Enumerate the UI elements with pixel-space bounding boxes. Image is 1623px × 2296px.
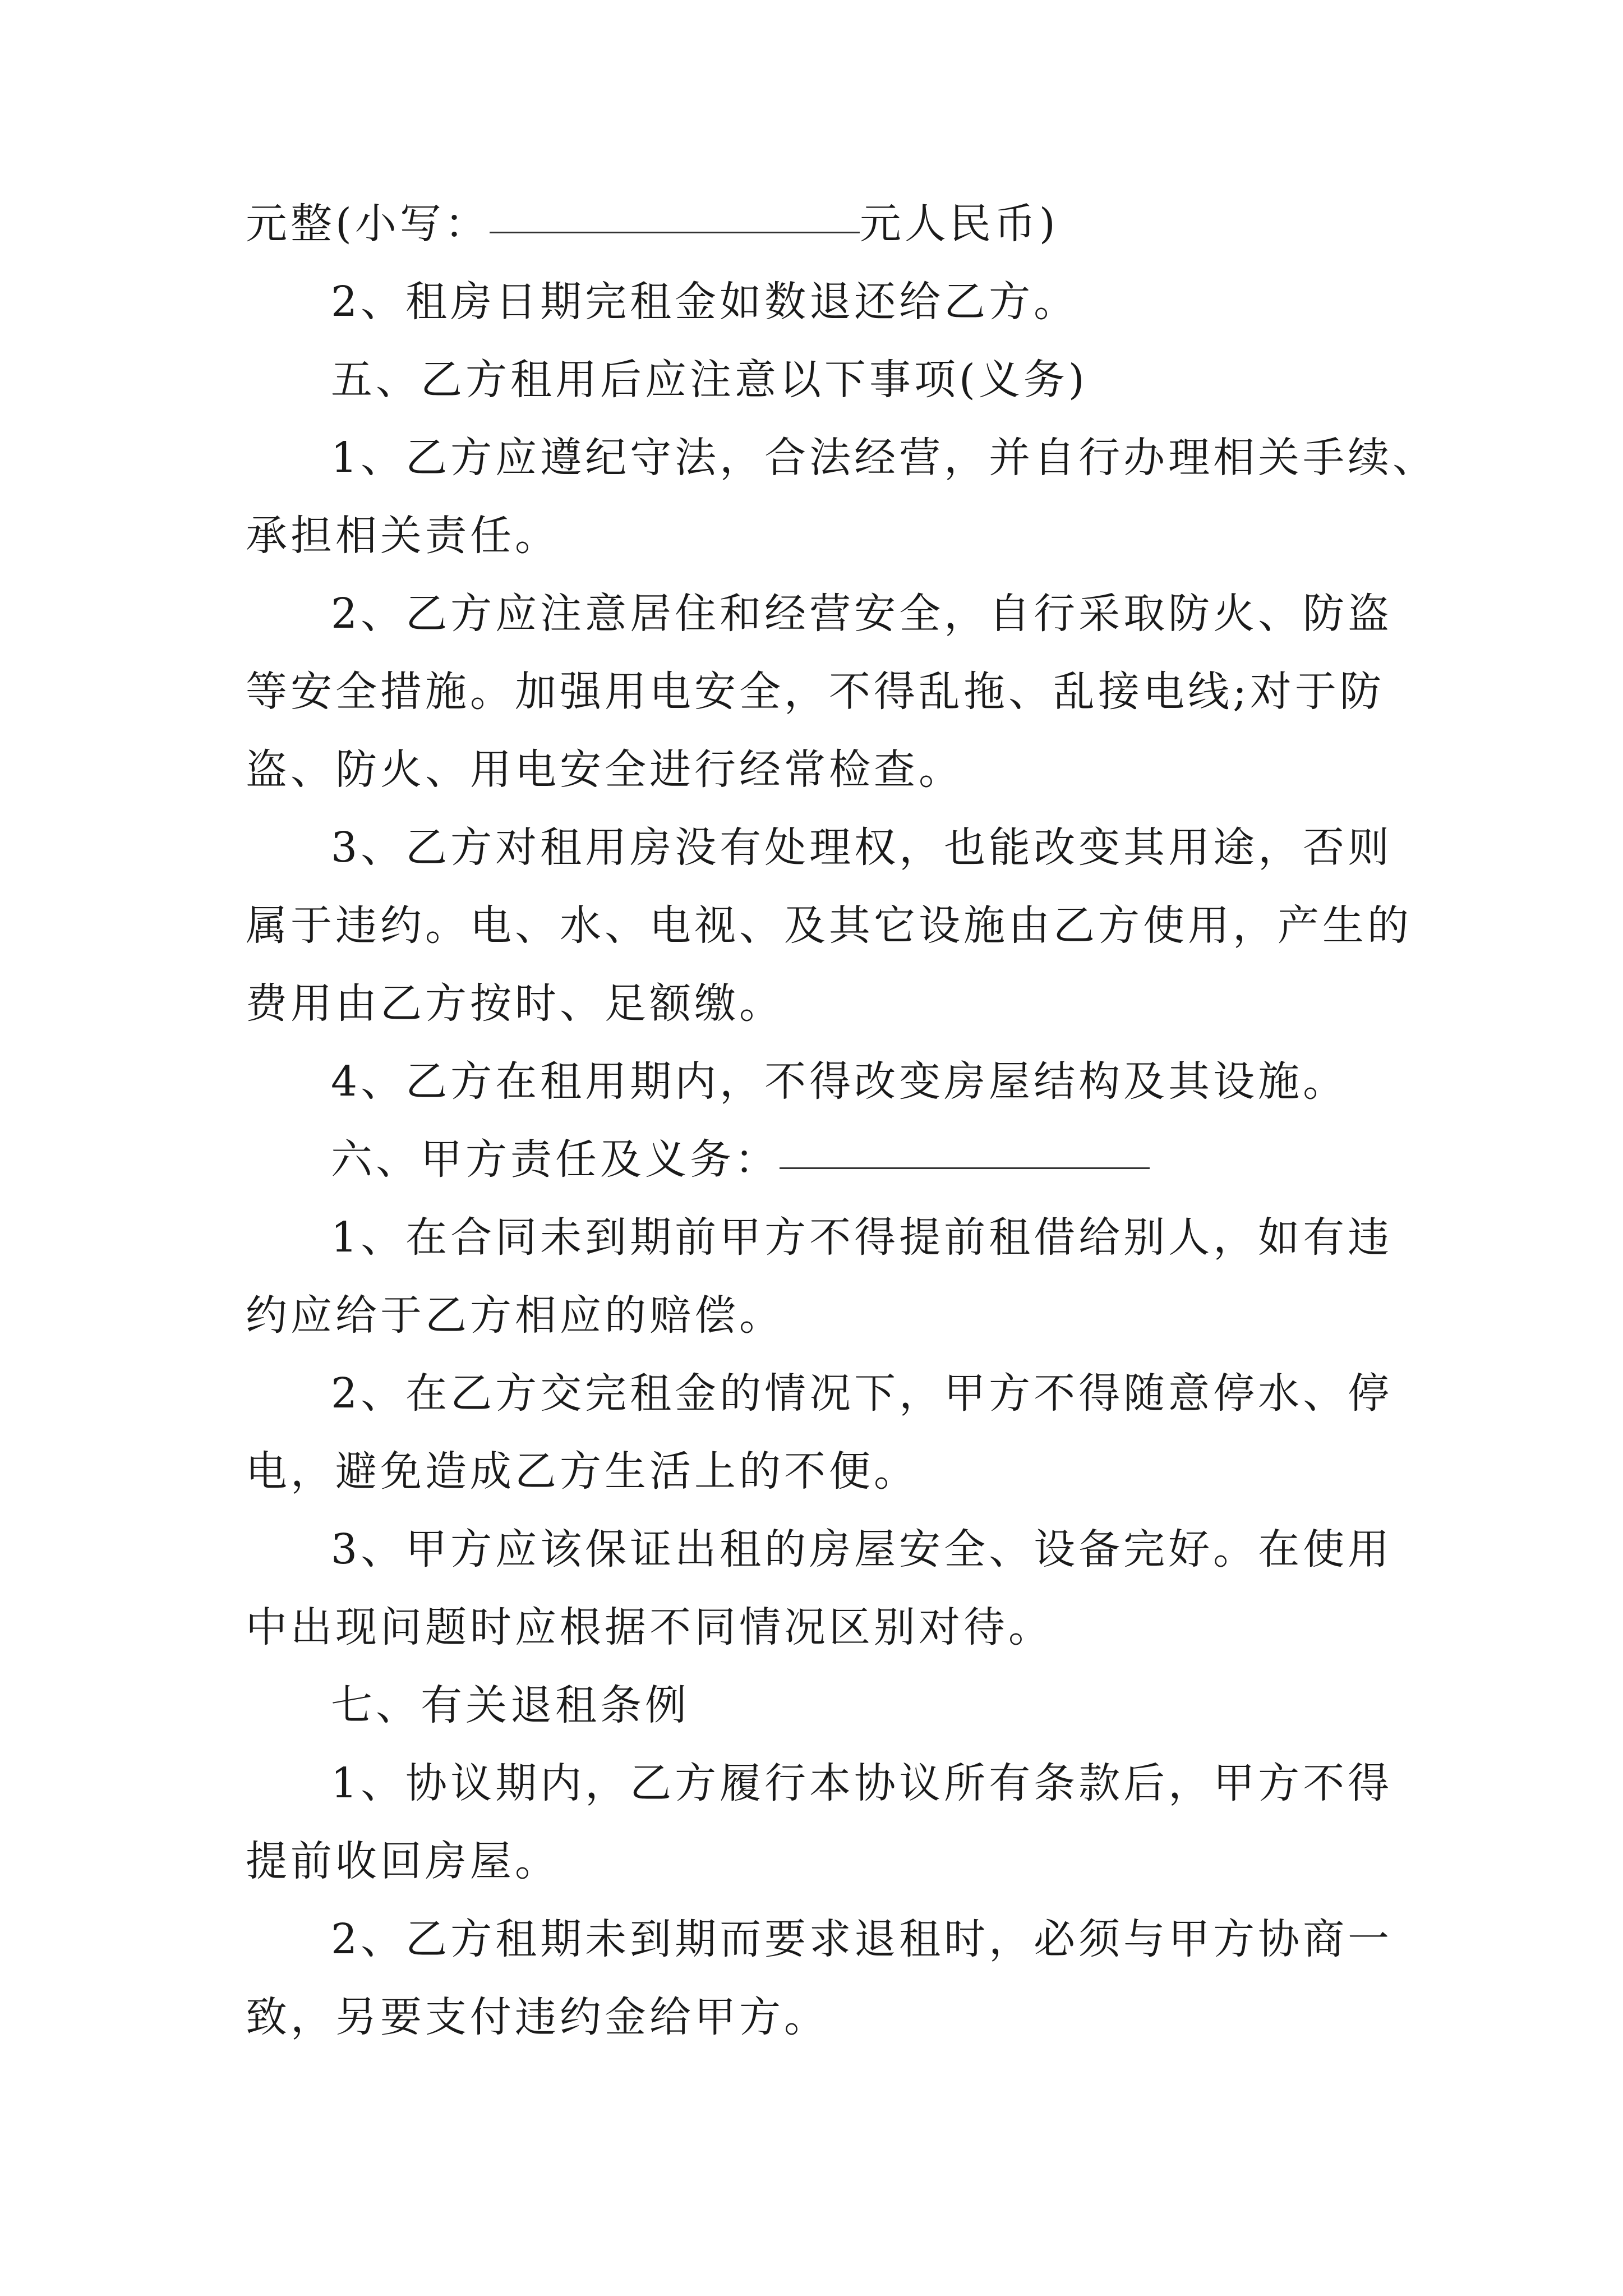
text-segment: 六、甲方责任及义务：	[331, 1135, 780, 1184]
text-line: 盗、防火、用电安全进行经常检查。	[246, 746, 963, 794]
text-line: 1、在合同未到期前甲方不得提前租借给别人，如有违	[331, 1213, 1393, 1262]
text-line: 电，避免造成乙方生活上的不便。	[246, 1447, 919, 1496]
fill-in-blank	[490, 197, 860, 233]
section-heading	[246, 1121, 1396, 1199]
text-line: 约应给于乙方相应的赔偿。	[246, 1291, 784, 1340]
text-line: 4、乙方在租用期内，不得改变房屋结构及其设施。	[331, 1057, 1348, 1106]
text-line: 1、乙方应遵纪守法，合法经营，并自行办理相关手续、	[331, 434, 1438, 482]
text-line: 中出现问题时应根据不同情况区别对待。	[246, 1603, 1053, 1651]
section-heading: 七、有关退租条例	[331, 1681, 690, 1729]
text-line: 2、乙方应注意居住和经营安全，自行采取防火、防盗	[331, 590, 1393, 638]
text-line: 致，另要支付违约金给甲方。	[246, 1993, 829, 2041]
document-body	[246, 185, 1438, 2056]
text-line: 1、协议期内，乙方履行本协议所有条款后，甲方不得	[331, 1759, 1393, 1807]
text-line: 承担相关责任。	[246, 512, 560, 560]
section-heading: 五、乙方租用后应注意以下事项(义务)	[331, 356, 1088, 404]
text-line: 2、租房日期完租金如数退还给乙方。	[331, 278, 1079, 326]
text-line: 3、乙方对租用房没有处理权，也能改变其用途，否则	[331, 823, 1393, 872]
text-line: 3、甲方应该保证出租的房屋安全、设备完好。在使用	[331, 1525, 1393, 1573]
text-segment: 元整(小写：	[246, 200, 490, 248]
text-line	[246, 185, 1396, 263]
text-line: 2、乙方租期未到期而要求退租时，必须与甲方协商一	[331, 1915, 1393, 1963]
text-line: 等安全措施。加强用电安全，不得乱拖、乱接电线;对于防	[246, 668, 1385, 716]
fill-in-blank	[780, 1133, 1150, 1169]
text-line: 属于违约。电、水、电视、及其它设施由乙方使用，产生的	[246, 901, 1412, 950]
text-line: 2、在乙方交完租金的情况下，甲方不得随意停水、停	[331, 1369, 1393, 1418]
text-segment: 元人民币)	[859, 200, 1059, 248]
text-line: 提前收回房屋。	[246, 1837, 560, 1885]
text-line: 费用由乙方按时、足额缴。	[246, 979, 784, 1028]
